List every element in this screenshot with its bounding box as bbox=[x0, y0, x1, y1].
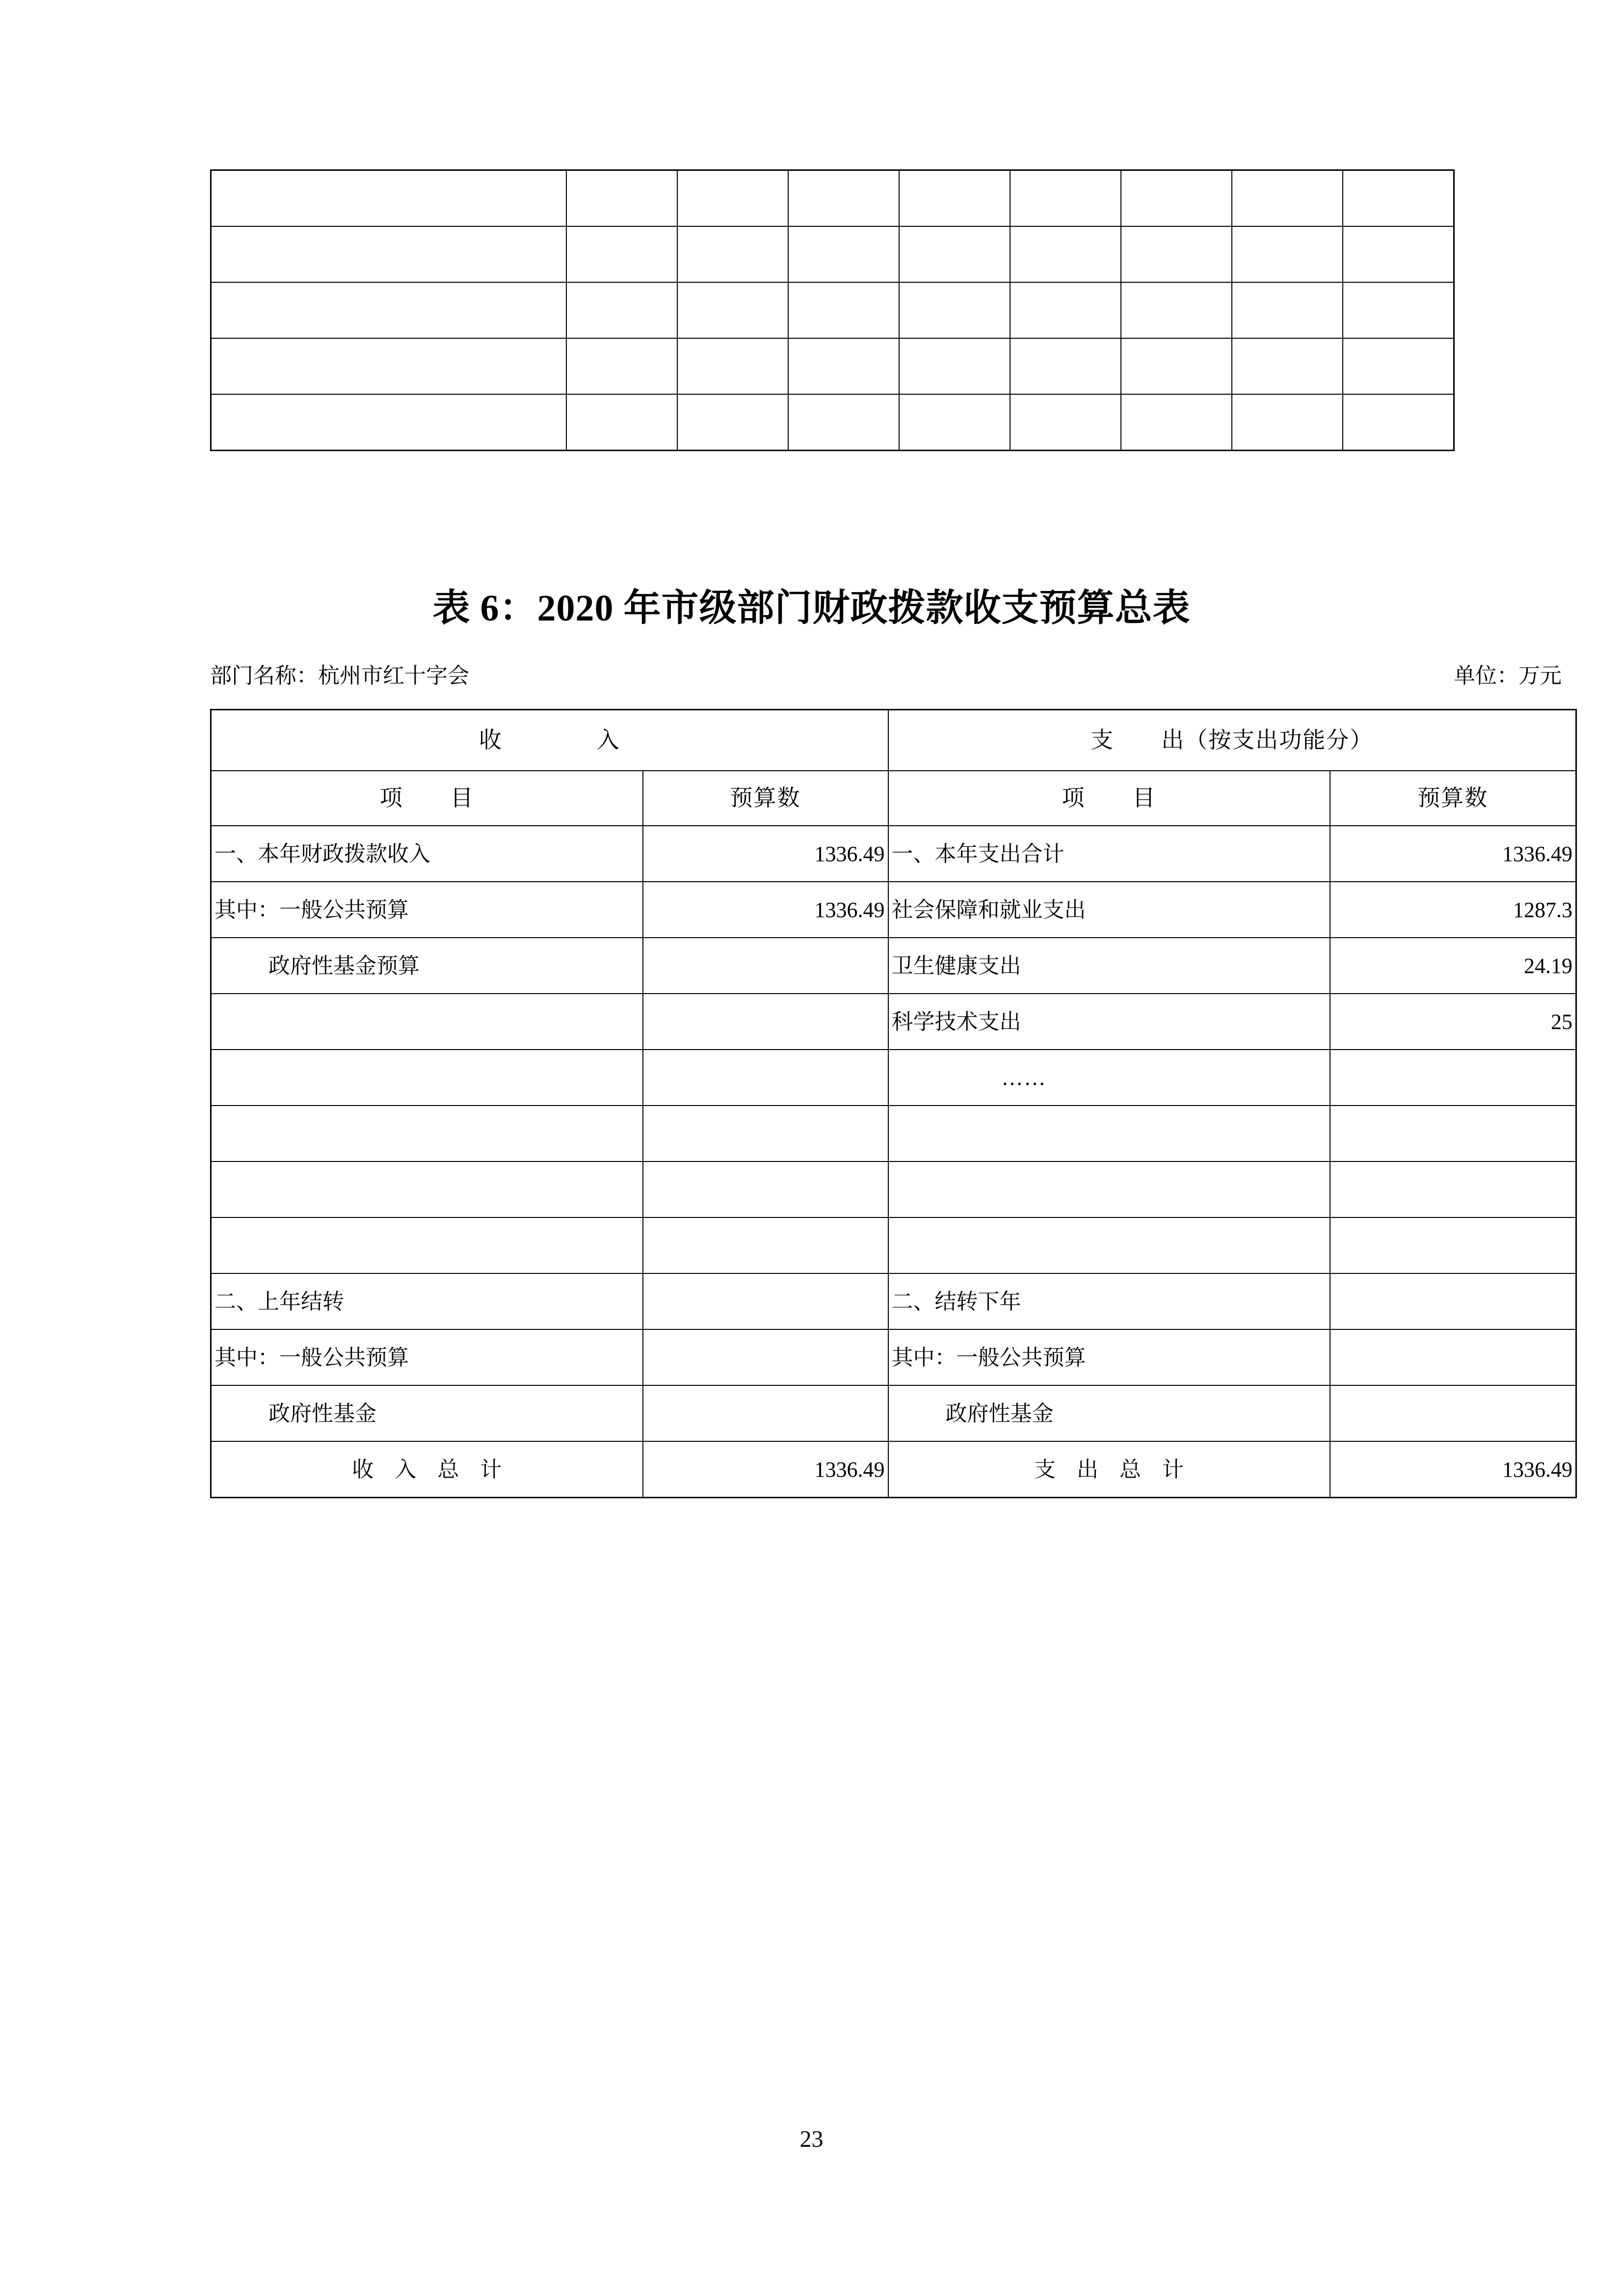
expenditure-item bbox=[888, 1106, 1330, 1162]
continuation-cell bbox=[566, 394, 677, 451]
income-item: 二、上年结转 bbox=[211, 1273, 643, 1329]
expenditure-amount: 1287.3 bbox=[1330, 882, 1576, 938]
expenditure-total-amount: 1336.49 bbox=[1330, 1441, 1576, 1498]
income-item bbox=[211, 994, 643, 1050]
continuation-cell bbox=[1010, 282, 1121, 338]
budget-table bbox=[210, 709, 1577, 1498]
continuation-cell bbox=[211, 338, 567, 394]
continuation-cell bbox=[1121, 338, 1232, 394]
header-income-group: 收 入 bbox=[211, 710, 888, 771]
income-total-label: 收 入 总 计 bbox=[211, 1441, 643, 1498]
income-item bbox=[211, 1217, 643, 1273]
continuation-cell bbox=[1010, 338, 1121, 394]
continuation-cell bbox=[677, 394, 788, 451]
income-amount: 1336.49 bbox=[643, 882, 888, 938]
table-row bbox=[211, 338, 1454, 394]
continuation-cell bbox=[566, 282, 677, 338]
continuation-cell bbox=[1232, 170, 1343, 227]
continuation-table-body bbox=[211, 170, 1454, 451]
income-amount: 1336.49 bbox=[643, 826, 888, 882]
income-amount bbox=[643, 1050, 888, 1106]
table-meta-row bbox=[210, 658, 1575, 689]
table-header-column-row bbox=[211, 771, 1576, 826]
continuation-cell bbox=[566, 170, 677, 227]
table-total-row bbox=[211, 1441, 1576, 1498]
continuation-cell bbox=[899, 394, 1010, 451]
continuation-cell bbox=[211, 170, 567, 227]
continuation-cell bbox=[1232, 226, 1343, 282]
expenditure-amount: 24.19 bbox=[1330, 938, 1576, 994]
continuation-cell bbox=[788, 170, 899, 227]
continuation-cell bbox=[1010, 170, 1121, 227]
expenditure-item bbox=[888, 1162, 1330, 1217]
expenditure-amount bbox=[1330, 1106, 1576, 1162]
income-item: 政府性基金 bbox=[211, 1385, 643, 1441]
continuation-cell bbox=[677, 282, 788, 338]
continuation-cell bbox=[566, 338, 677, 394]
continuation-cell bbox=[1232, 394, 1343, 451]
continuation-table-container bbox=[210, 169, 1446, 451]
page-number: 23 bbox=[799, 2126, 824, 2152]
table-row bbox=[211, 882, 1576, 938]
income-item: 一、本年财政拨款收入 bbox=[211, 826, 643, 882]
table-row bbox=[211, 1217, 1576, 1273]
continuation-cell bbox=[1121, 226, 1232, 282]
continuation-cell bbox=[677, 338, 788, 394]
table-row bbox=[211, 170, 1454, 227]
expenditure-item: 其中：一般公共预算 bbox=[888, 1329, 1330, 1385]
continuation-cell bbox=[1343, 394, 1454, 451]
expenditure-amount bbox=[1330, 1217, 1576, 1273]
department-name-label: 部门名称：杭州市红十字会 bbox=[210, 664, 469, 688]
expenditure-item: 二、结转下年 bbox=[888, 1273, 1330, 1329]
continuation-cell bbox=[566, 226, 677, 282]
continuation-cell bbox=[1121, 282, 1232, 338]
expenditure-amount bbox=[1330, 1329, 1576, 1385]
continuation-cell bbox=[1232, 338, 1343, 394]
expenditure-amount: 25 bbox=[1330, 994, 1576, 1050]
continuation-cell bbox=[211, 282, 567, 338]
table-row bbox=[211, 1162, 1576, 1217]
continuation-cell bbox=[788, 394, 899, 451]
header-expenditure-item: 项 目 bbox=[888, 771, 1330, 826]
income-amount bbox=[643, 1217, 888, 1273]
expenditure-amount: 1336.49 bbox=[1330, 826, 1576, 882]
table-row bbox=[211, 1385, 1576, 1441]
expenditure-amount bbox=[1330, 1273, 1576, 1329]
income-item bbox=[211, 1106, 643, 1162]
unit-label: 单位：万元 bbox=[1454, 664, 1562, 688]
table-row bbox=[211, 994, 1576, 1050]
continuation-cell bbox=[211, 394, 567, 451]
income-item: 政府性基金预算 bbox=[211, 938, 643, 994]
continuation-cell bbox=[1343, 170, 1454, 227]
expenditure-item: 卫生健康支出 bbox=[888, 938, 1330, 994]
header-expenditure-amount: 预算数 bbox=[1330, 771, 1576, 826]
table-row bbox=[211, 1273, 1576, 1329]
continuation-cell bbox=[788, 282, 899, 338]
continuation-cell bbox=[1343, 282, 1454, 338]
table-header-group-row bbox=[211, 710, 1576, 771]
income-amount bbox=[643, 1273, 888, 1329]
expenditure-item: 社会保障和就业支出 bbox=[888, 882, 1330, 938]
table-row bbox=[211, 1329, 1576, 1385]
continuation-cell bbox=[1010, 394, 1121, 451]
table-row bbox=[211, 938, 1576, 994]
expenditure-amount bbox=[1330, 1162, 1576, 1217]
continuation-cell bbox=[211, 226, 567, 282]
continuation-cell bbox=[677, 170, 788, 227]
income-item bbox=[211, 1050, 643, 1106]
income-item: 其中：一般公共预算 bbox=[211, 1329, 643, 1385]
expenditure-amount bbox=[1330, 1050, 1576, 1106]
table-row bbox=[211, 1106, 1576, 1162]
income-amount bbox=[643, 1106, 888, 1162]
continuation-cell bbox=[788, 338, 899, 394]
expenditure-item: 科学技术支出 bbox=[888, 994, 1330, 1050]
continuation-cell bbox=[1121, 170, 1232, 227]
expenditure-total-label: 支 出 总 计 bbox=[888, 1441, 1330, 1498]
table-row bbox=[211, 282, 1454, 338]
page-title: 表 6：2020 年市级部门财政拨款收支预算总表 bbox=[432, 588, 1191, 629]
continuation-table bbox=[210, 169, 1455, 451]
expenditure-item: 政府性基金 bbox=[888, 1385, 1330, 1441]
header-income-amount: 预算数 bbox=[643, 771, 888, 826]
table-row bbox=[211, 394, 1454, 451]
table-row bbox=[211, 1050, 1576, 1106]
budget-table-container bbox=[210, 709, 1575, 1498]
header-income-item: 项 目 bbox=[211, 771, 643, 826]
income-amount bbox=[643, 1162, 888, 1217]
continuation-cell bbox=[1121, 394, 1232, 451]
continuation-cell bbox=[677, 226, 788, 282]
continuation-cell bbox=[899, 282, 1010, 338]
income-item bbox=[211, 1162, 643, 1217]
income-amount bbox=[643, 938, 888, 994]
budget-table-body bbox=[211, 710, 1576, 1498]
income-item: 其中：一般公共预算 bbox=[211, 882, 643, 938]
expenditure-amount bbox=[1330, 1385, 1576, 1441]
income-amount bbox=[643, 1385, 888, 1441]
continuation-cell bbox=[899, 338, 1010, 394]
header-expenditure-group: 支 出（按支出功能分） bbox=[888, 710, 1576, 771]
continuation-cell bbox=[1343, 226, 1454, 282]
continuation-cell bbox=[899, 170, 1010, 227]
income-amount bbox=[643, 994, 888, 1050]
continuation-cell bbox=[899, 226, 1010, 282]
expenditure-item-ellipsis: …… bbox=[888, 1050, 1330, 1106]
table-row bbox=[211, 226, 1454, 282]
income-total-amount: 1336.49 bbox=[643, 1441, 888, 1498]
table-row bbox=[211, 826, 1576, 882]
continuation-cell bbox=[1232, 282, 1343, 338]
continuation-cell bbox=[1343, 338, 1454, 394]
income-amount bbox=[643, 1329, 888, 1385]
continuation-cell bbox=[788, 226, 899, 282]
expenditure-item: 一、本年支出合计 bbox=[888, 826, 1330, 882]
continuation-cell bbox=[1010, 226, 1121, 282]
expenditure-item bbox=[888, 1217, 1330, 1273]
